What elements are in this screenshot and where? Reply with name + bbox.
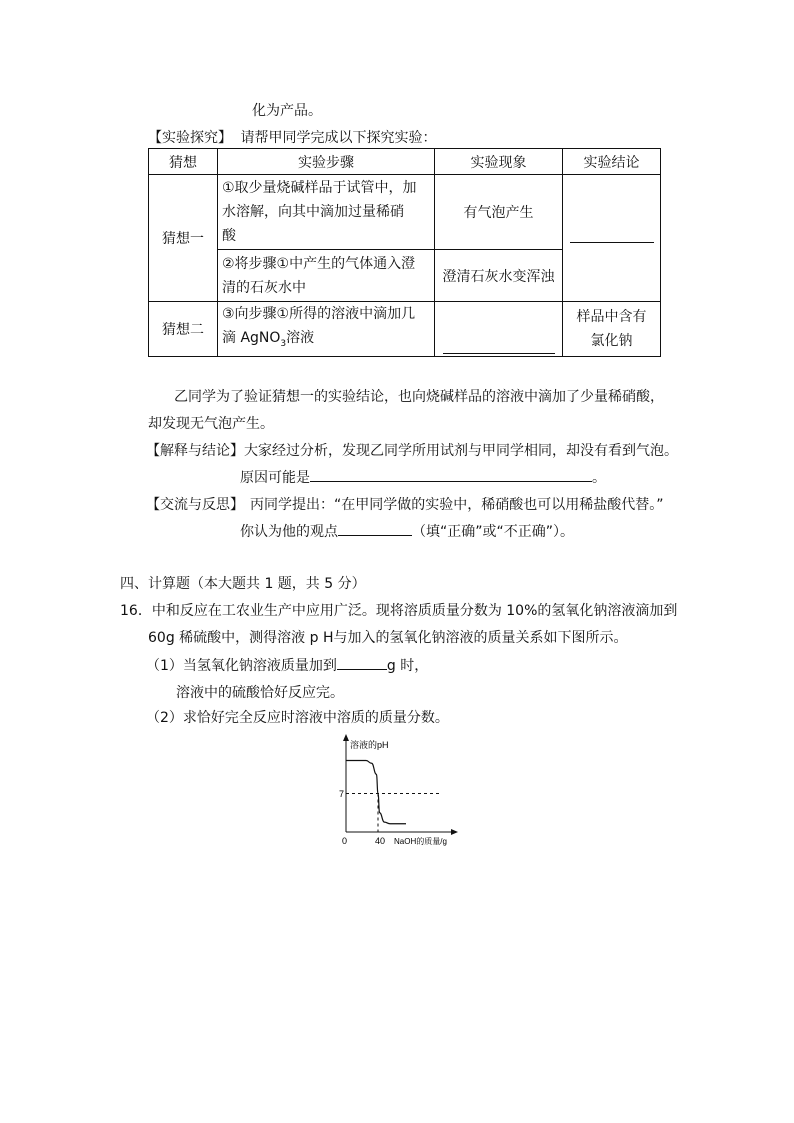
mass-blank[interactable] — [337, 655, 387, 670]
step-one — [218, 175, 435, 250]
view-blank[interactable] — [338, 521, 412, 536]
reason-suffix: 。 — [592, 470, 606, 486]
step-three — [218, 302, 435, 357]
q16-part1 — [146, 655, 428, 675]
step-two — [218, 250, 435, 302]
reason-prefix: 原因可能是 — [240, 470, 310, 486]
y-axis-arrow — [343, 734, 349, 741]
x-tick-label: 0 — [342, 836, 348, 846]
reagent-suffix: 溶液 — [286, 330, 315, 346]
explain-text: 大家经过分析，发现乙同学所用试剂与甲同学相同，却没有看到气泡。 — [244, 443, 678, 459]
ph-chart — [330, 732, 470, 850]
conclusion-three-line: 样品中含有 — [576, 308, 647, 325]
explore-text: 请帮甲同学完成以下探究实验： — [240, 130, 437, 146]
step-one-line: ①取少量烧碱样品于试管中，加 — [222, 180, 417, 196]
header-observation: 实验现象 — [435, 149, 563, 175]
table-row — [149, 302, 661, 357]
observation-one: 有气泡产生 — [435, 175, 563, 250]
guess-one: 猜想一 — [149, 175, 218, 302]
reflect-line — [146, 494, 664, 514]
observation-three-blank — [435, 302, 563, 357]
step-one-line: 酸 — [222, 228, 236, 244]
conclusion-one-blank — [563, 175, 661, 302]
step-one-line: 水溶解，向其中滴加过量稀硝 — [222, 204, 404, 220]
x-axis-arrow — [451, 829, 458, 835]
reason-line — [240, 467, 606, 487]
conclusion-three — [563, 302, 661, 357]
x-axis-label: NaOH的质量/g — [394, 837, 447, 846]
intro-tail: 化为产品。 — [252, 103, 322, 119]
view-prefix: 你认为他的观点 — [240, 524, 338, 540]
guess-two: 猜想二 — [149, 302, 218, 357]
answer-blank[interactable] — [443, 353, 555, 354]
view-line — [240, 521, 574, 541]
conclusion-three-line: 氯化钠 — [590, 332, 633, 349]
section-title: 四、计算题（本大题共 1 题，共 5 分） — [120, 576, 366, 592]
part1-suffix: g 时， — [386, 658, 429, 674]
table-row — [149, 175, 661, 250]
header-guess: 猜想 — [149, 149, 218, 175]
q16-line: 16．中和反应在工农业生产中应用广泛。现将溶质质量分数为 10%的氢氧化钠溶液滴加到 — [120, 603, 678, 619]
explain-line — [146, 440, 678, 460]
reflect-tag: 【交流与反思】 — [146, 497, 244, 513]
paragraph-line: 却发现无气泡产生。 — [148, 416, 274, 432]
step-three-line: ③向步骤①所得的溶液中滴加几 — [222, 306, 416, 322]
y-axis-label: 溶液的pH — [350, 740, 389, 750]
step-two-line: ②将步骤①中产生的气体通入澄 — [222, 255, 416, 272]
q16-part1-line2: 溶液中的硫酸恰好反应完。 — [176, 685, 344, 701]
reagent-text: 滴 AgNO — [222, 330, 281, 346]
q16-part2: （2）求恰好完全反应时溶液中溶质的质量分数。 — [146, 710, 449, 726]
explore-tag: 【实验探究】 — [148, 130, 232, 146]
paragraph-line: 乙同学为了验证猜想一的实验结论，也向烧碱样品的溶液中滴加了少量稀硝酸， — [174, 389, 664, 405]
observation-two: 澄清石灰水变浑浊 — [435, 250, 563, 302]
y-tick-label: 7 — [339, 789, 345, 799]
x-tick-label: 40 — [375, 836, 386, 846]
explain-tag: 【解释与结论】 — [146, 443, 244, 459]
header-conclusion: 实验结论 — [563, 149, 661, 175]
header-steps: 实验步骤 — [218, 149, 435, 175]
answer-blank[interactable] — [570, 242, 654, 243]
part1-prefix: （1）当氢氧化钠溶液质量加到 — [146, 658, 337, 674]
reflect-text: 丙同学提出：“在甲同学做的实验中，稀硝酸也可以用稀盐酸代替。” — [250, 497, 664, 513]
experiment-table — [148, 148, 661, 357]
view-suffix: （填“正确”或“不正确”）。 — [412, 524, 575, 540]
explore-heading — [148, 127, 436, 147]
reagent-subscript: 3 — [280, 338, 287, 349]
step-two-line: 清的石灰水中 — [222, 279, 306, 296]
q16-line: 60g 稀硫酸中，测得溶液 p H与加入的氢氧化钠溶液的质量关系如下图所示。 — [148, 630, 628, 646]
table-header-row — [149, 149, 661, 175]
reason-blank[interactable] — [310, 467, 592, 482]
ph-curve — [346, 761, 406, 824]
step-three-line — [218, 326, 434, 356]
